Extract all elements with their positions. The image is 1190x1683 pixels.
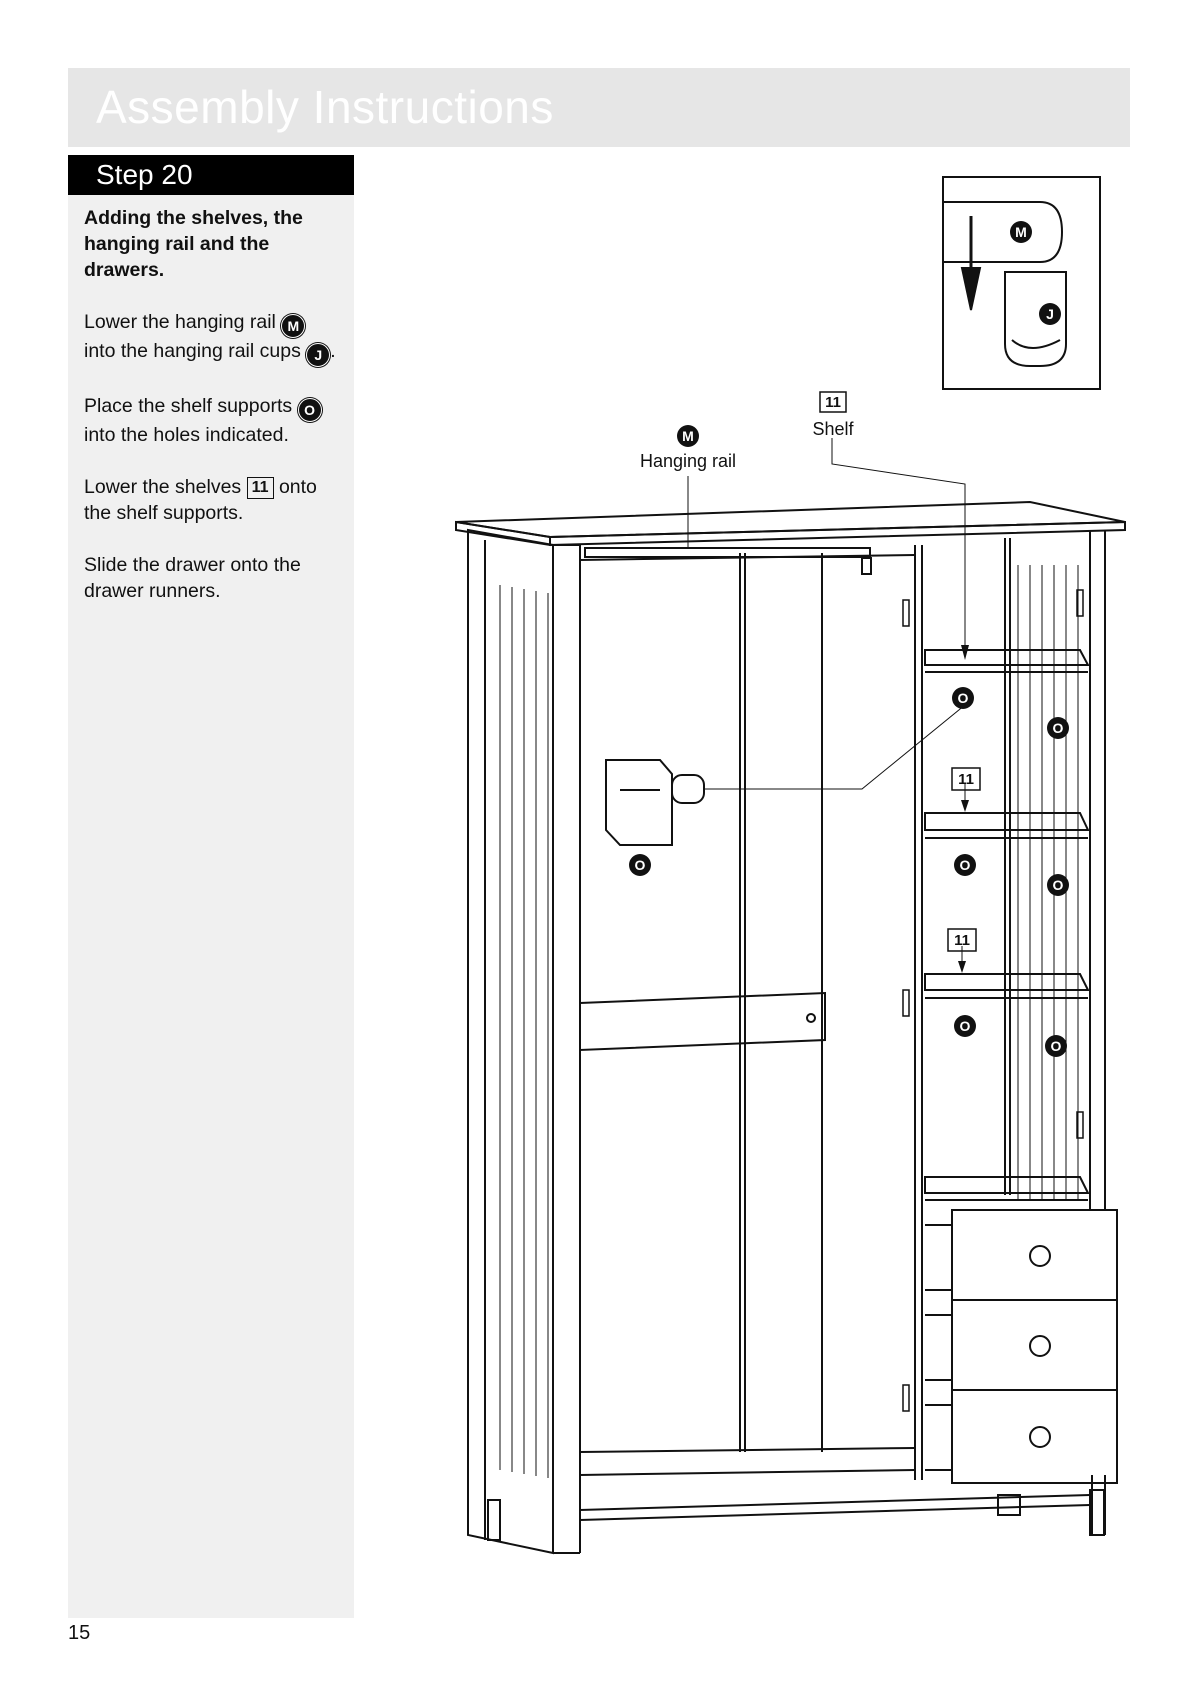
badge-m-rail — [677, 425, 699, 447]
shelf-arrow-3 — [958, 961, 966, 973]
step-label: Step 20 — [96, 159, 193, 190]
svg-text:11: 11 — [958, 771, 974, 788]
page-title: Assembly Instructions — [96, 81, 554, 133]
shelf-2 — [925, 813, 1088, 838]
part-o-badge: O — [298, 398, 322, 422]
instruction-drawer: Slide the drawer onto the drawer runners. — [84, 554, 301, 602]
instruction-heading: Adding the shelves, the hanging rail and the drawers. — [84, 207, 303, 281]
support-leader-line — [704, 705, 965, 789]
hanging-rail-label: Hanging rail — [639, 451, 737, 471]
shelf-leader-line — [832, 438, 965, 655]
svg-text:O: O — [1052, 720, 1064, 736]
svg-text:O: O — [959, 857, 971, 873]
shelf-support-detail — [606, 760, 704, 845]
svg-text:11: 11 — [954, 932, 970, 949]
back-panel — [580, 553, 915, 1452]
svg-text:M: M — [682, 428, 694, 444]
hinges — [903, 590, 1083, 1411]
box-11-shelf-2 — [952, 768, 980, 790]
down-arrow-head — [962, 268, 980, 310]
svg-text:O: O — [1050, 1038, 1062, 1054]
badge-o-detail — [629, 854, 651, 876]
instruction-hanging-rail: Lower the hanging rail M into the hanging rail cups J . — [84, 309, 340, 367]
badge-m-inset — [1010, 221, 1032, 243]
badge-o-3 — [954, 854, 976, 876]
badge-o-1 — [952, 687, 974, 709]
right-side-panel — [1005, 530, 1105, 1535]
wardrobe-top — [456, 502, 1125, 545]
box-11-label — [820, 392, 846, 412]
badge-o-2 — [1047, 717, 1069, 739]
svg-text:J: J — [1046, 306, 1054, 322]
drawer-2 — [925, 1300, 1117, 1390]
part-m-badge: M — [281, 314, 305, 338]
box-11-shelf-3 — [948, 929, 976, 951]
shelf-1 — [925, 650, 1088, 672]
hanging-rail — [585, 548, 871, 574]
middle-rail — [580, 993, 825, 1050]
svg-text:O: O — [959, 1018, 971, 1034]
page-number: 15 — [68, 1622, 91, 1644]
shelf-3 — [925, 974, 1088, 998]
instruction-shelf-supports: Place the shelf supports O into the holes indicated. — [84, 393, 340, 448]
beadboard-lines — [500, 565, 1078, 1478]
shelf-arrow-2 — [961, 800, 969, 812]
svg-text:O: O — [1052, 877, 1064, 893]
shelf-label: Shelf — [812, 419, 854, 439]
svg-text:O: O — [634, 857, 646, 873]
badge-o-6 — [1045, 1035, 1067, 1057]
instruction-shelves: Lower the shelves 11 onto the shelf supports. — [84, 476, 317, 524]
badge-j-inset — [1039, 303, 1061, 325]
shelf-arrow-1 — [961, 645, 969, 660]
svg-text:11: 11 — [825, 394, 841, 411]
center-divider — [915, 545, 922, 1480]
rail-cup-detail — [943, 202, 1066, 366]
shelf-4 — [925, 1177, 1088, 1200]
badge-o-5 — [954, 1015, 976, 1037]
svg-text:M: M — [1015, 224, 1027, 240]
part-j-badge: J — [306, 343, 330, 367]
drawer-1 — [925, 1210, 1117, 1300]
svg-text:O: O — [957, 690, 969, 706]
part-11-box: 11 — [247, 477, 274, 499]
badge-o-4 — [1047, 874, 1069, 896]
drawer-3 — [925, 1390, 1117, 1483]
